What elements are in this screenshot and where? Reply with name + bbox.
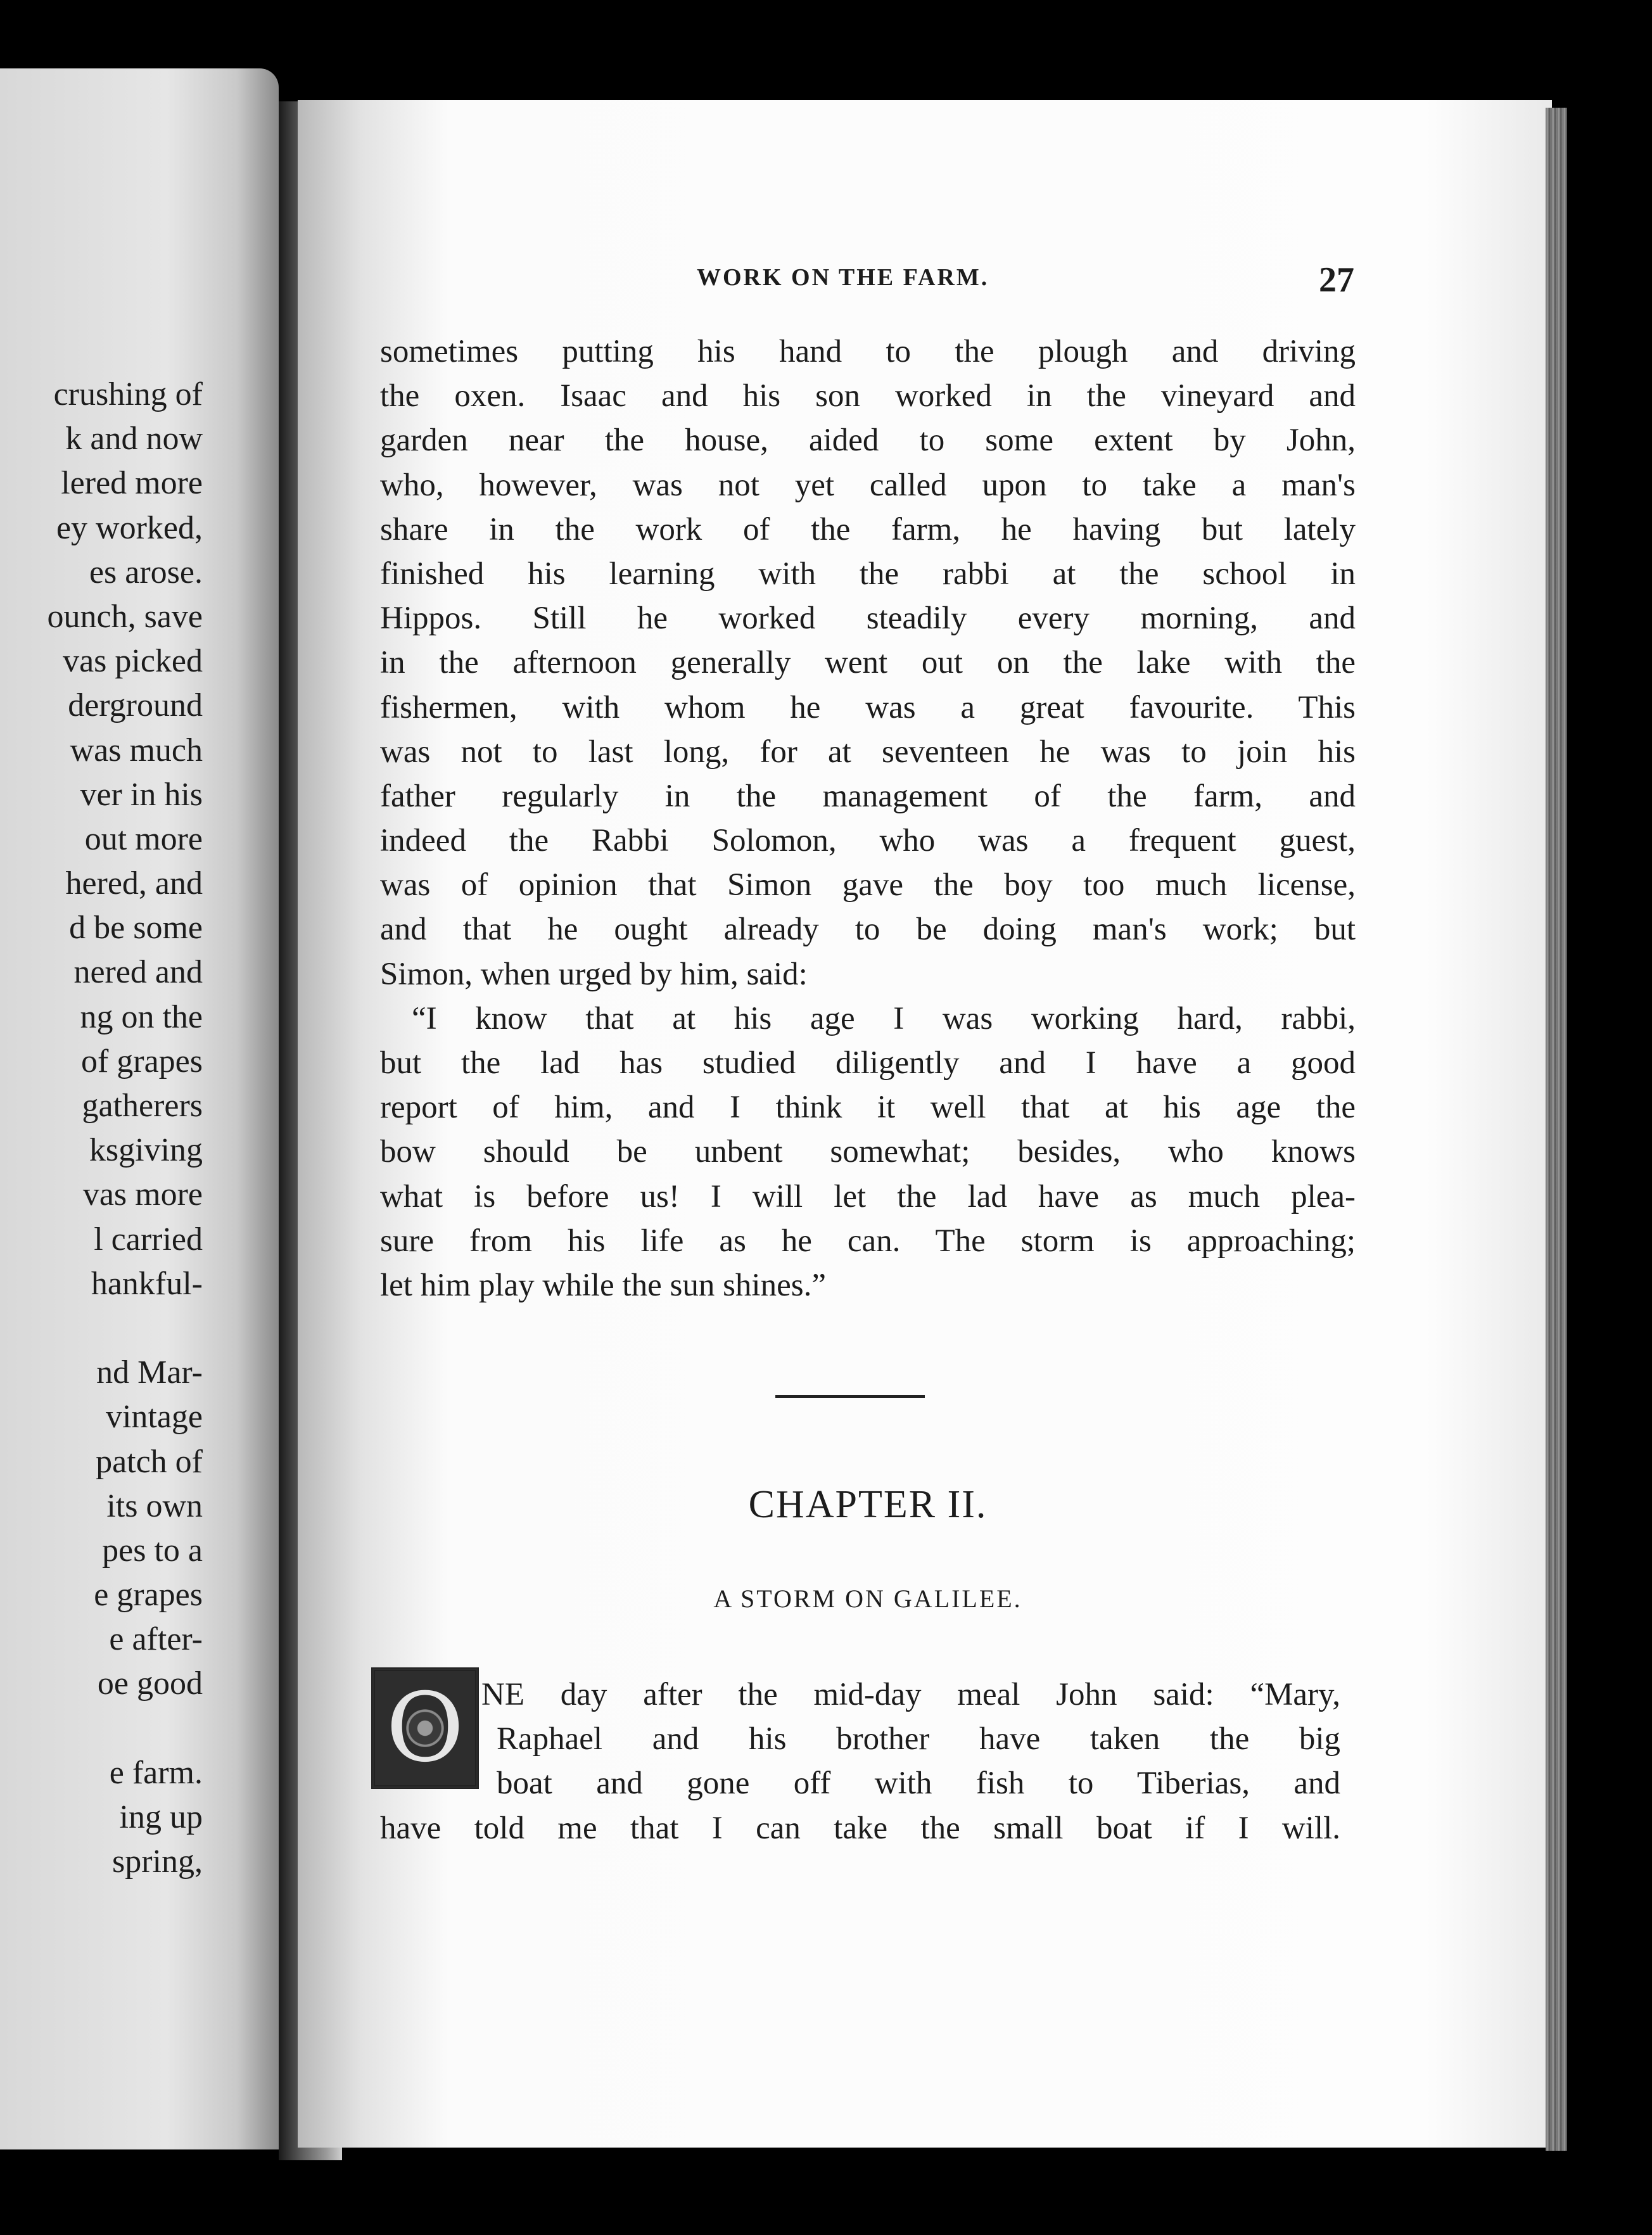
left-page-line: hankful- — [91, 1265, 203, 1302]
running-head: WORK ON THE FARM. — [697, 264, 989, 291]
text-line: Raphael and his brother have taken the big — [497, 1721, 1340, 1757]
text-line: finished his learning with the rabbi at the school in — [380, 556, 1356, 592]
left-page-line: l carried — [94, 1221, 203, 1258]
page-edge — [1546, 108, 1567, 2151]
text-line: Simon, when urged by him, said: — [380, 956, 808, 992]
section-divider — [775, 1395, 925, 1398]
text-line: indeed the Rabbi Solomon, who was a frequent guest, — [380, 823, 1356, 859]
text-line: bow should be unbent somewhat; besides, who knows — [380, 1134, 1356, 1170]
left-page-line: vintage — [105, 1399, 203, 1436]
text-line: fishermen, with whom he was a great favourite. This — [380, 689, 1356, 725]
left-page-line: vas more — [82, 1176, 203, 1213]
left-page-line: spring, — [112, 1843, 203, 1880]
text-line: have told me that I can take the small boat if I will. — [380, 1810, 1340, 1846]
text-line: garden near the house, aided to some extent by John, — [380, 423, 1356, 459]
text-line: sometimes putting his hand to the plough and driving — [380, 334, 1356, 369]
left-page-line: ounch, save — [47, 598, 203, 635]
left-page-line: ver in his — [80, 776, 203, 813]
chapter-opening-text — [380, 1672, 1340, 1850]
left-page-line: ey worked, — [56, 509, 203, 546]
left-page-line: pes to a — [102, 1532, 203, 1569]
left-page-line: was much — [70, 732, 203, 768]
left-page-line: ksgiving — [89, 1132, 203, 1169]
text-line: father regularly in the management of the farm, and — [380, 778, 1356, 814]
drop-cap-letter: O — [386, 1673, 464, 1783]
left-page-line: es arose. — [89, 554, 203, 590]
left-page-line: gatherers — [82, 1088, 203, 1124]
left-page-line: its own — [106, 1487, 203, 1524]
left-page-line: lered more — [61, 465, 203, 502]
text-line: in the afternoon generally went out on the lake with the — [380, 645, 1356, 681]
left-page-line: hered, and — [65, 865, 203, 902]
text-line: was of opinion that Simon gave the boy too much license, — [380, 867, 1356, 903]
left-page-line: d be some — [69, 910, 203, 946]
left-page-line: e grapes — [94, 1577, 203, 1614]
left-page-line — [0, 1306, 203, 1351]
body-text — [380, 329, 1356, 1308]
text-line: let him play while the sun shines.” — [380, 1267, 826, 1303]
left-page-line: nered and — [73, 954, 203, 991]
left-page-line: nd Mar- — [96, 1354, 203, 1391]
text-line: Hippos. Still he worked steadily every morning, and — [380, 601, 1356, 637]
page-number: 27 — [1319, 260, 1354, 300]
text-line: the oxen. Isaac and his son worked in the vineyard and — [380, 378, 1356, 414]
text-line: boat and gone off with fish to Tiberias, and — [497, 1766, 1340, 1802]
text-line: share in the work of the farm, he having but lately — [380, 511, 1356, 547]
left-page-line: of grapes — [80, 1043, 203, 1079]
text-line: but the lad has studied diligently and I have a good — [380, 1045, 1356, 1081]
chapter-subtitle: A STORM ON GALILEE. — [713, 1584, 1022, 1613]
text-line: and that he ought already to be doing man's work; but — [380, 912, 1356, 948]
left-page-line: e farm. — [109, 1754, 203, 1791]
left-page-text — [0, 372, 203, 1884]
text-line: who, however, was not yet called upon to take a man's — [380, 467, 1356, 503]
chapter-title: CHAPTER II. — [748, 1483, 988, 1526]
left-page-line: ing up — [119, 1799, 203, 1835]
left-page-line: e after- — [109, 1621, 203, 1658]
left-page — [0, 68, 279, 2149]
left-page-line: vas picked — [63, 643, 203, 680]
left-page-line: ng on the — [80, 998, 203, 1035]
text-line: report of him, and I think it well that at his age the — [380, 1090, 1356, 1126]
text-line: NE day after the mid-day meal John said: “Mary, — [481, 1677, 1340, 1712]
text-line: what is before us! I will let the lad have as much plea- — [380, 1178, 1356, 1214]
left-page-line — [0, 1707, 203, 1751]
text-line: was not to last long, for at seventeen he was to join his — [380, 734, 1356, 770]
left-page-line: out more — [84, 820, 203, 857]
left-page-line: patch of — [96, 1443, 203, 1480]
left-page-line: crushing of — [53, 376, 203, 412]
left-page-line: k and now — [65, 421, 203, 457]
left-page-line: oe good — [97, 1665, 203, 1702]
text-line: “I know that at his age I was working hard, rabbi, — [412, 1000, 1356, 1036]
left-page-line: derground — [68, 687, 203, 724]
text-line: sure from his life as he can. The storm is approaching; — [380, 1223, 1356, 1259]
